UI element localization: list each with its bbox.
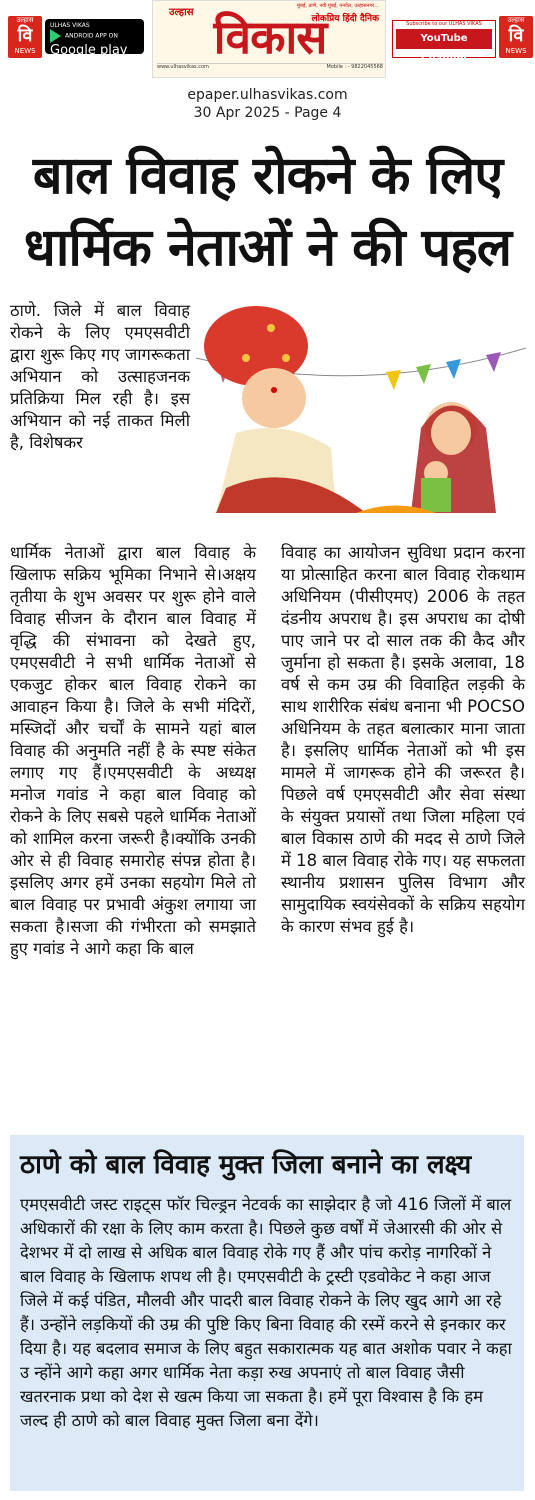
masthead-tagline2: लोकप्रिय हिंदी दैनिक bbox=[311, 14, 379, 24]
play-store-icon bbox=[50, 29, 61, 43]
masthead-ulhas: उल्हास bbox=[169, 7, 194, 18]
play-label: Google play bbox=[50, 43, 128, 58]
epaper-url[interactable]: epaper.ulhasvikas.com bbox=[187, 87, 348, 103]
google-play-button[interactable] bbox=[45, 19, 144, 58]
youtube-label: YouTube Channel bbox=[396, 29, 492, 49]
article-column2: विवाह का आयोजन सुविधा प्रदान करना या प्रोत्साहित करना बाल विवाह रोकथाम अधिनियम (पीसीएमए) 2006 के तहत दंडनीय अपराध है। इस अपराध का दोषी पाए जाने पर दो साल तक की कैद और जुर्माना हो सकता है। इसके अलावा, 18 वर्ष से कम उम्र की विवाहित लड़की के साथ शारीरिक संबंध बनाना भी POCSO अधिनियम के तहत बलात्कार माना जाता है। इसलिए धार्मिक नेताओं को भी इस मामले में जागरूक होने की जरूरत है।पिछले वर्ष एमएसवीटी और सेवा संस्था के संयुक्त प्रयासों तथा जिला महिला एवं बाल विकास ठाणे की मदद से ठाणे जिले में 18 बाल विवाह रोके गए। यह सफलता स्थानीय प्रशासन पुलिस विभाग और सामुदायिक स्वयंसेवकों के सक्रिय सहयोग के कारण संभव हुई है। bbox=[281, 543, 525, 936]
badge-bottom-text: NEWS bbox=[505, 47, 527, 55]
badge-bottom-text: NEWS bbox=[14, 47, 36, 55]
article-headline bbox=[0, 140, 535, 284]
masthead-tagline: मुंबई, ठाणे, नवी मुंबई, पनवेल, उल्हासनगर... bbox=[297, 3, 379, 9]
masthead-web: www.ulhasvikas.com bbox=[157, 64, 209, 70]
article-column1-top: ठाणे. जिले में बाल विवाह रोकने के लिए एमएसवीटी द्वारा शुरू किए गए जागरूकता अभियान को उत्साहजनक प्रतिक्रिया मिल रही है। इस अभियान को नई ताकत मिली है, विशेषकर bbox=[10, 301, 190, 452]
sidebar-title: ठाणे को बाल विवाह मुक्त जिला बनाने का लक्ष्य bbox=[20, 1150, 472, 1180]
masthead-contact-strip bbox=[157, 63, 383, 74]
sidebar-body: एमएसवीटी जस्ट राइट्स फॉर चिल्ड्रन नेटवर्क का साझेदार है जो 416 जिलों में बाल अधिकारों की रक्षा के लिए काम करता है। पिछले कुछ वर्षों में जेआरसी की ओर से देशभर में दो लाख से अधिक बाल विवाह रोके गए हैं और पांच करोड़ नागरिकों ने बाल विवाह के खिलाफ शपथ ली है। एमएसवीटी के ट्रस्टी एडवोकेट ने कहा आज जिले में कई पंडित, मौलवी और पादरी बाल विवाह रोकने के लिए खुद आगे आ रहे हैं। उन्होंने लड़कियों की उम्र की पुष्टि किए बिना विवाह की रस्में करने से इनकार कर दिया है। यह बदलाव समाज के लिए बहुत सकारात्मक यह बात अशोक पवार ने कहा उ न्होंने आगे कहा अगर धार्मिक नेता कड़ा रुख अपनाएं तो बाल विवाह जैसी खतरनाक प्रथा को देश से खत्म किया जा सकता है। हमें पूरा विश्वास है कि हम जल्द ही ठाणे को बाल विवाह मुक्त जिला बना देंगे। bbox=[20, 1195, 512, 1430]
left-news-badge[interactable] bbox=[8, 16, 42, 58]
badge-top-text: उल्हास bbox=[507, 16, 525, 24]
youtube-subscribe-text: Subscribe to our ULHAS VIKAS bbox=[406, 21, 482, 27]
badge-letter: वि bbox=[508, 25, 524, 46]
masthead-logo: विकास bbox=[213, 10, 327, 64]
article-column1-bottom: धार्मिक नेताओं द्वारा बाल विवाह के खिलाफ सक्रिय भूमिका निभाने से।अक्षय तृतीया के शुभ अवसर पर शुरू होने वाले विवाह सीजन के दौरान बाल विवाह में वृद्धि की संभावना को देखते हुए, एमएसवीटी ने सभी धार्मिक नेताओं से एकजुट होकर बाल विवाह रोकने का आवाहन किया है। जिले के सभी मंदिरों, मस्जिदों और चर्चों के सामने यहां बाल विवाह की अनुमति नहीं है के स्पष्ट संकेत लगाए गए हैं।एमएसवीटी के अध्यक्ष मनोज गवांड ने कहा बाल विवाह को रोकने के लिए सबसे पहले धार्मिक नेताओं को शामिल करना जरूरी है।क्योंकि उनकी ओर से ही विवाह समारोह संपन्न होता है। इसलिए अगर हमें उनका सहयोग मिले तो बाल विवाह पर प्रभावी अंकुश लगाया जा सकता है।सजा की गंभीरता को समझाते हुए गवांड ने आगे कहा कि बाल bbox=[10, 543, 256, 958]
badge-letter: वि bbox=[17, 25, 33, 46]
right-news-badge[interactable] bbox=[499, 16, 533, 58]
edition-info bbox=[0, 86, 535, 122]
youtube-channel-button[interactable] bbox=[392, 20, 496, 64]
child-marriage-illustration bbox=[196, 288, 526, 524]
edition-date-page: 30 Apr 2025 - Page 4 bbox=[193, 105, 342, 121]
headline-line1: बाल विवाह रोकने के लिए bbox=[32, 146, 503, 206]
masthead-header bbox=[0, 0, 535, 80]
headline-line2: धार्मिक नेताओं ने की पहल bbox=[23, 218, 512, 278]
play-line2: ANDROID APP ON bbox=[65, 32, 118, 40]
play-app-name: ULHAS VIKAS bbox=[50, 22, 90, 29]
newspaper-masthead bbox=[152, 0, 386, 78]
masthead-mobile: Mobile : - 9822045568 bbox=[326, 64, 383, 70]
sidebar-box bbox=[10, 1135, 524, 1491]
badge-top-text: उल्हास bbox=[16, 16, 34, 24]
